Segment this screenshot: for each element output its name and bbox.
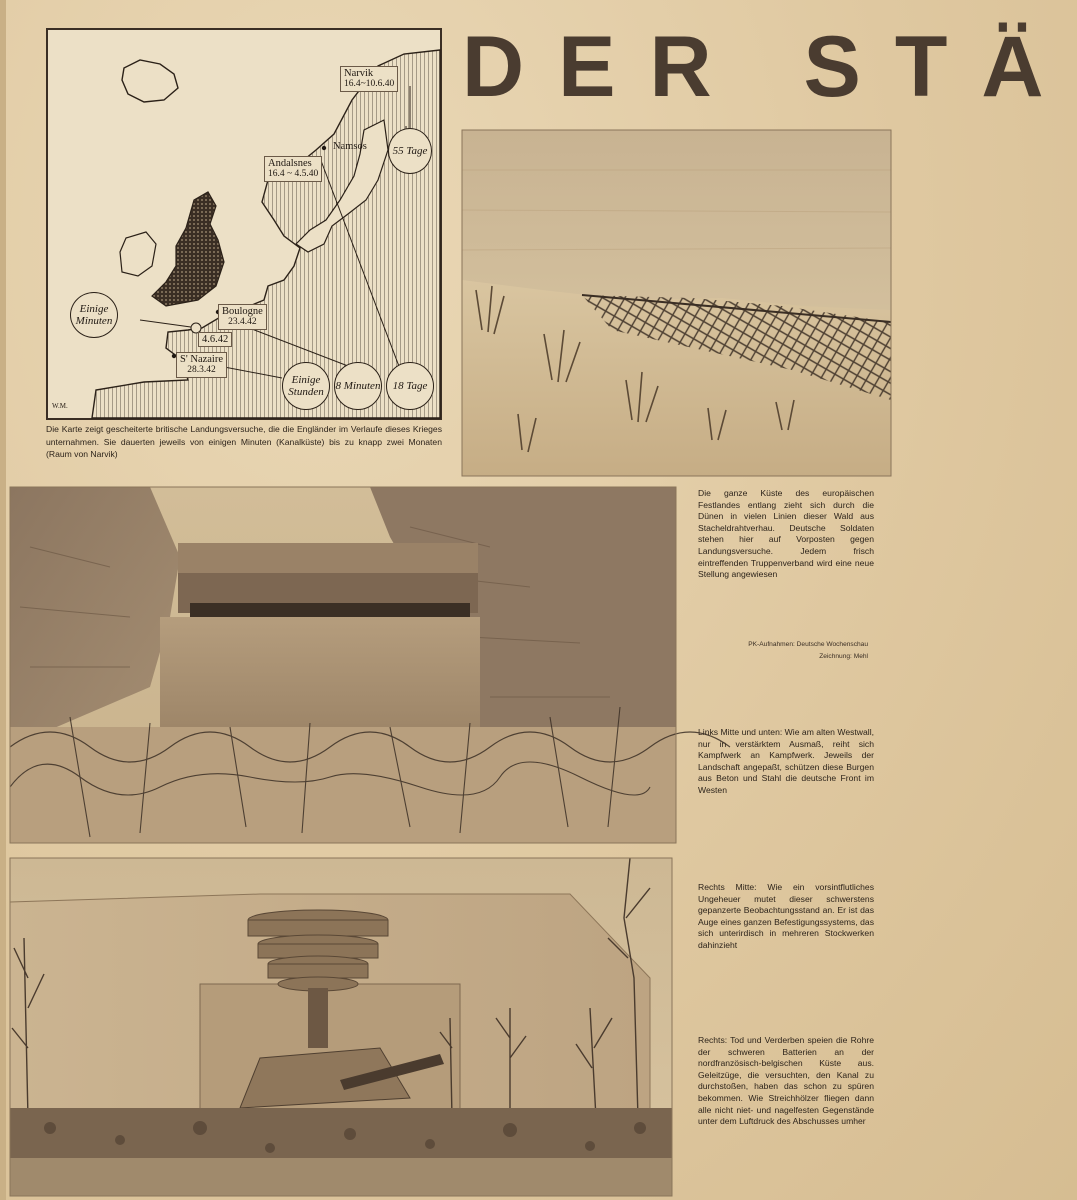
- boulogne-dates: 23.4.42: [228, 317, 257, 327]
- boulogne-name: Boulogne: [222, 306, 263, 317]
- label-dieppe-date: 4.6.42: [198, 332, 232, 347]
- iceland-shape: [122, 60, 178, 102]
- circle-8-minuten: 8 Minuten: [334, 362, 382, 410]
- observation-post-gun-photo: [10, 858, 672, 1196]
- dune-barbed-wire-photo: [462, 130, 891, 476]
- rechts-caption: Rechts: Tod und Verderben speien die Rohre der schweren Batterien an der nordfranzösisch-belgischen Küste aus. Geleitzüge, die versuchten, den Kanal zu durchstoßen, haben das schon zu spüren bekommen. Wie Streichhölzer fliegen dann alle nicht niet- und nagelfesten Gegenstände unter dem Luftdruck des Abschusses umher: [698, 1035, 874, 1127]
- andalsnes-name: Andalsnes: [268, 158, 312, 169]
- links-mitte-caption: Links Mitte und unten: Wie am alten Westwall, nur in verstärktem Ausmaß, reiht sich Kampfwerk an Kampfwerk. Jeweils der Landschaft angepaßt, schützen diese Burgen aus Beton und Stahl die deutsche Front im Westen: [698, 727, 874, 795]
- st-nazaire-dates: 28.3.42: [187, 365, 216, 375]
- narvik-name: Narvik: [344, 68, 374, 79]
- label-narvik: [340, 66, 398, 92]
- narvik-dates: 16.4~10.6.40: [344, 79, 395, 89]
- circle-einige-minuten: Einige Minuten: [70, 292, 118, 338]
- drawing-credits: Zeichnung: Mehl: [819, 653, 868, 660]
- label-st-nazaire: [176, 352, 227, 378]
- rechts-mitte-caption: Rechts Mitte: Wie ein vorsintflutliches Ungeheuer mutet dieser schwerstens gepanzerte Beobachtungsstand an. Er ist das Auge eines ganzen Befestigungssystems, das sich unterirdisch in mehreren Stockwerken dahinzieht: [698, 882, 874, 950]
- label-namsos: Namsos: [333, 141, 367, 152]
- bunker-photo: [10, 487, 676, 843]
- st-nazaire-name: S' Nazaire: [180, 354, 223, 365]
- ireland: [120, 232, 156, 276]
- circle-55-tage: 55 Tage: [388, 128, 432, 174]
- circle-einige-stunden: Einige Stunden: [282, 362, 330, 410]
- page-edge: [0, 0, 6, 1200]
- great-britain: [152, 192, 224, 306]
- dunes-caption: Die ganze Küste des europäischen Festlandes entlang zieht sich durch die Dünen in vielen Linien dieser Wald aus Stacheldrahtverhau. Deutsche Soldaten stehen hier auf Vorposten gegen Landungsversuche. Jedem frisch eintreffenden Truppenverband wird eine neue Stellung angewiesen: [698, 488, 874, 580]
- continent-shape: [92, 50, 440, 418]
- circle-18-tage: 18 Tage: [386, 362, 434, 410]
- label-andalsnes: [264, 156, 322, 182]
- photo-credits: PK-Aufnahmen: Deutsche Wochenschau: [748, 641, 868, 648]
- andalsnes-dates: 16.4 ~ 4.5.40: [268, 169, 319, 179]
- headline: DER STÄ: [462, 19, 1077, 115]
- landing-map: [46, 28, 442, 420]
- map-caption: Die Karte zeigt gescheiterte britische Landungsversuche, die die Engländer im Verlaufe dieses Krieges unternahmen. Sie dauerten jeweils von einigen Minuten (Kanalküste) bis zu knapp zwei Monaten (Raum von Narvik): [46, 424, 442, 459]
- map-signature: W.M.: [52, 402, 68, 410]
- label-boulogne: [218, 304, 267, 330]
